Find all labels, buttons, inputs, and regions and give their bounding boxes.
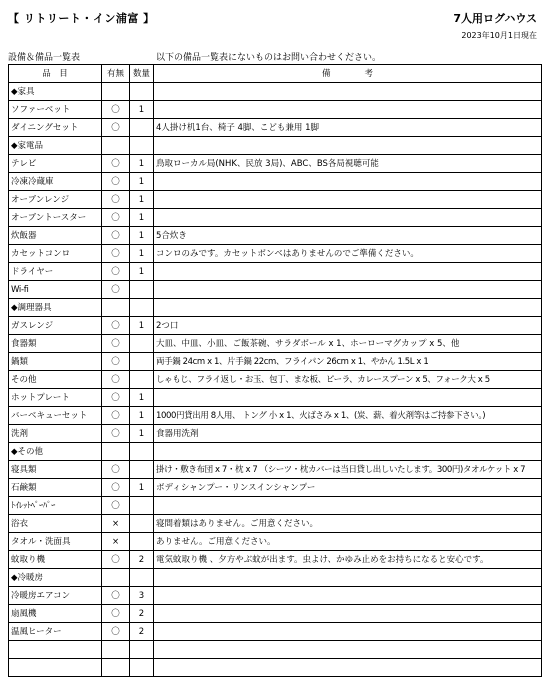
item-name: 冷凍冷蔵庫 [9, 173, 102, 191]
category-row [9, 137, 542, 155]
empty-cell [102, 443, 130, 461]
empty-cell [154, 83, 542, 101]
table-row [9, 479, 542, 497]
availability-mark: 〇 [102, 245, 130, 263]
item-name: 洗剤 [9, 425, 102, 443]
quantity-value: 2 [130, 605, 154, 623]
table-row [9, 317, 542, 335]
remarks-text: 食器用洗剤 [154, 425, 542, 443]
quantity-value: 1 [130, 155, 154, 173]
item-name: ソファーベット [9, 101, 102, 119]
quantity-value: 1 [130, 209, 154, 227]
empty-cell [102, 83, 130, 101]
item-name: 浴衣 [9, 515, 102, 533]
item-name: オーブンレンジ [9, 191, 102, 209]
table-row [9, 389, 542, 407]
remarks-text [154, 191, 542, 209]
quantity-value [130, 281, 154, 299]
table-row [9, 173, 542, 191]
empty-cell [9, 641, 102, 659]
item-name: 冷暖房エアコン [9, 587, 102, 605]
availability-mark: 〇 [102, 101, 130, 119]
remarks-text: 両手鍋 24cm x 1、片手鍋 22cm、フライパン 26cm x 1、やかん 1.5L x 1 [154, 353, 542, 371]
remarks-text [154, 587, 542, 605]
empty-cell [102, 299, 130, 317]
empty-cell [102, 137, 130, 155]
remarks-text: 1000円貸出用 8人用、 トング 小 x 1、火ばさみ x 1、(炭、薪、着火剤等はご持参下さい。) [154, 407, 542, 425]
remarks-text: 大皿、中皿、小皿、ご飯茶碗、サラダボール x 1、ホーローマグカップ x 5、他 [154, 335, 542, 353]
availability-mark: 〇 [102, 587, 130, 605]
remarks-text: ありません。ご用意ください。 [154, 533, 542, 551]
quantity-value: 1 [130, 479, 154, 497]
quantity-value: 1 [130, 317, 154, 335]
quantity-value: 1 [130, 407, 154, 425]
quantity-value: 3 [130, 587, 154, 605]
empty-cell [154, 569, 542, 587]
table-row [9, 245, 542, 263]
category-label: ◆家電品 [9, 137, 102, 155]
item-name: カセットコンロ [9, 245, 102, 263]
availability-mark: 〇 [102, 479, 130, 497]
item-name: その他 [9, 371, 102, 389]
remarks-text [154, 209, 542, 227]
empty-cell [154, 641, 542, 659]
item-name: ホットプレート [9, 389, 102, 407]
empty-cell [9, 659, 102, 677]
table-row [9, 227, 542, 245]
quantity-value: 1 [130, 227, 154, 245]
table-row [9, 101, 542, 119]
remarks-text: しゃもじ、フライ返し・お玉、包丁、まな板、ピーラ、カレースプーン x 5、フォーク大 x 5 [154, 371, 542, 389]
remarks-text: 鳥取ローカル局(NHK、民放 3局)、ABC、BS各局視聴可能 [154, 155, 542, 173]
inquiry-notice: 以下の備品一覧表にないものはお問い合わせください。 [156, 53, 382, 63]
remarks-text [154, 173, 542, 191]
category-label: ◆調理器具 [9, 299, 102, 317]
empty-cell [130, 83, 154, 101]
item-name: 寝具類 [9, 461, 102, 479]
empty-cell [102, 569, 130, 587]
remarks-text: 4人掛け机1台、椅子 4脚、こども兼用 1脚 [154, 119, 542, 137]
facility-title: 【 リトリート・イン浦富 】 [8, 12, 155, 25]
availability-mark: 〇 [102, 317, 130, 335]
empty-cell [154, 659, 542, 677]
remarks-text: 寝間着類はありません。ご用意ください。 [154, 515, 542, 533]
availability-mark: 〇 [102, 425, 130, 443]
room-type: 7人用ログハウス [453, 12, 537, 25]
empty-cell [154, 299, 542, 317]
quantity-value: 2 [130, 551, 154, 569]
table-row [9, 425, 542, 443]
empty-cell [130, 443, 154, 461]
quantity-value: 1 [130, 245, 154, 263]
quantity-value [130, 497, 154, 515]
item-name: 炊飯器 [9, 227, 102, 245]
category-row [9, 443, 542, 461]
item-name: Wi-fi [9, 281, 102, 299]
as-of-date: 2023年10月1日現在 [461, 31, 537, 40]
remarks-text [154, 623, 542, 641]
table-row [9, 335, 542, 353]
table-row [9, 155, 542, 173]
list-subtitle: 設備＆備品一覧表 [8, 53, 81, 63]
category-row [9, 83, 542, 101]
table-row [9, 353, 542, 371]
remarks-text [154, 389, 542, 407]
equipment-table [8, 64, 542, 677]
item-name: 食器類 [9, 335, 102, 353]
remarks-text [154, 263, 542, 281]
blank-row [9, 641, 542, 659]
table-row [9, 497, 542, 515]
table-row [9, 587, 542, 605]
item-name: 石鹸類 [9, 479, 102, 497]
availability-mark: 〇 [102, 551, 130, 569]
remarks-text [154, 605, 542, 623]
table-row [9, 623, 542, 641]
item-name: 扇風機 [9, 605, 102, 623]
availability-mark: 〇 [102, 623, 130, 641]
table-header-row [9, 65, 542, 83]
empty-cell [130, 641, 154, 659]
item-name: 温風ヒーター [9, 623, 102, 641]
table-row [9, 281, 542, 299]
availability-mark: 〇 [102, 461, 130, 479]
item-name: 蚊取り機 [9, 551, 102, 569]
column-header-remarks: 備 考 [154, 65, 542, 83]
table-body [9, 83, 542, 677]
empty-cell [154, 137, 542, 155]
availability-mark: × [102, 533, 130, 551]
item-name: ﾄｲﾚｯﾄﾍﾟｰﾊﾟｰ [9, 497, 102, 515]
category-label: ◆家具 [9, 83, 102, 101]
quantity-value: 1 [130, 389, 154, 407]
availability-mark: 〇 [102, 191, 130, 209]
item-name: 鍋類 [9, 353, 102, 371]
column-header-item: 品 目 [9, 65, 102, 83]
table-row [9, 209, 542, 227]
quantity-value: 1 [130, 425, 154, 443]
quantity-value [130, 533, 154, 551]
empty-cell [130, 659, 154, 677]
table-row [9, 533, 542, 551]
remarks-text: コンロのみです。カセットボンベはありませんのでご準備ください。 [154, 245, 542, 263]
remarks-text: 掛け・敷き布団 x 7・枕 x 7 （シーツ・枕カバーは当日貸し出しいたします。300円)タオルケット x 7 [154, 461, 542, 479]
table-row [9, 515, 542, 533]
availability-mark: 〇 [102, 371, 130, 389]
availability-mark: 〇 [102, 605, 130, 623]
quantity-value [130, 353, 154, 371]
category-row [9, 569, 542, 587]
category-row [9, 299, 542, 317]
table-row [9, 551, 542, 569]
availability-mark: 〇 [102, 173, 130, 191]
empty-cell [102, 641, 130, 659]
quantity-value: 1 [130, 173, 154, 191]
remarks-text [154, 101, 542, 119]
table-row [9, 191, 542, 209]
availability-mark: × [102, 515, 130, 533]
empty-cell [154, 443, 542, 461]
column-header-quantity: 数量 [130, 65, 154, 83]
availability-mark: 〇 [102, 497, 130, 515]
table-row [9, 371, 542, 389]
item-name: オーブントースター [9, 209, 102, 227]
remarks-text [154, 281, 542, 299]
empty-cell [130, 137, 154, 155]
empty-cell [130, 299, 154, 317]
quantity-value: 2 [130, 623, 154, 641]
availability-mark: 〇 [102, 263, 130, 281]
availability-mark: 〇 [102, 209, 130, 227]
table-row [9, 461, 542, 479]
table-row [9, 119, 542, 137]
quantity-value: 1 [130, 101, 154, 119]
availability-mark: 〇 [102, 227, 130, 245]
item-name: ダイニングセット [9, 119, 102, 137]
table-row [9, 263, 542, 281]
category-label: ◆その他 [9, 443, 102, 461]
item-name: ガスレンジ [9, 317, 102, 335]
column-header-availability: 有無 [102, 65, 130, 83]
blank-row [9, 659, 542, 677]
table-row [9, 605, 542, 623]
availability-mark: 〇 [102, 353, 130, 371]
quantity-value [130, 461, 154, 479]
availability-mark: 〇 [102, 335, 130, 353]
remarks-text: 5合炊き [154, 227, 542, 245]
item-name: バーベキューセット [9, 407, 102, 425]
availability-mark: 〇 [102, 407, 130, 425]
remarks-text [154, 497, 542, 515]
remarks-text: 電気蚊取り機 、夕方やぶ蚊が出ます。虫よけ、かゆみ止めをお持ちになると安心です。 [154, 551, 542, 569]
remarks-text: ボディシャンプー・リンスインシャンプー [154, 479, 542, 497]
availability-mark: 〇 [102, 119, 130, 137]
quantity-value [130, 335, 154, 353]
quantity-value [130, 119, 154, 137]
empty-cell [102, 659, 130, 677]
quantity-value: 1 [130, 263, 154, 281]
availability-mark: 〇 [102, 389, 130, 407]
quantity-value: 1 [130, 191, 154, 209]
availability-mark: 〇 [102, 155, 130, 173]
item-name: ドライヤー [9, 263, 102, 281]
category-label: ◆冷暖房 [9, 569, 102, 587]
item-name: テレビ [9, 155, 102, 173]
item-name: タオル・洗面具 [9, 533, 102, 551]
empty-cell [130, 569, 154, 587]
quantity-value [130, 371, 154, 389]
table-row [9, 407, 542, 425]
quantity-value [130, 515, 154, 533]
availability-mark: 〇 [102, 281, 130, 299]
remarks-text: 2つ口 [154, 317, 542, 335]
